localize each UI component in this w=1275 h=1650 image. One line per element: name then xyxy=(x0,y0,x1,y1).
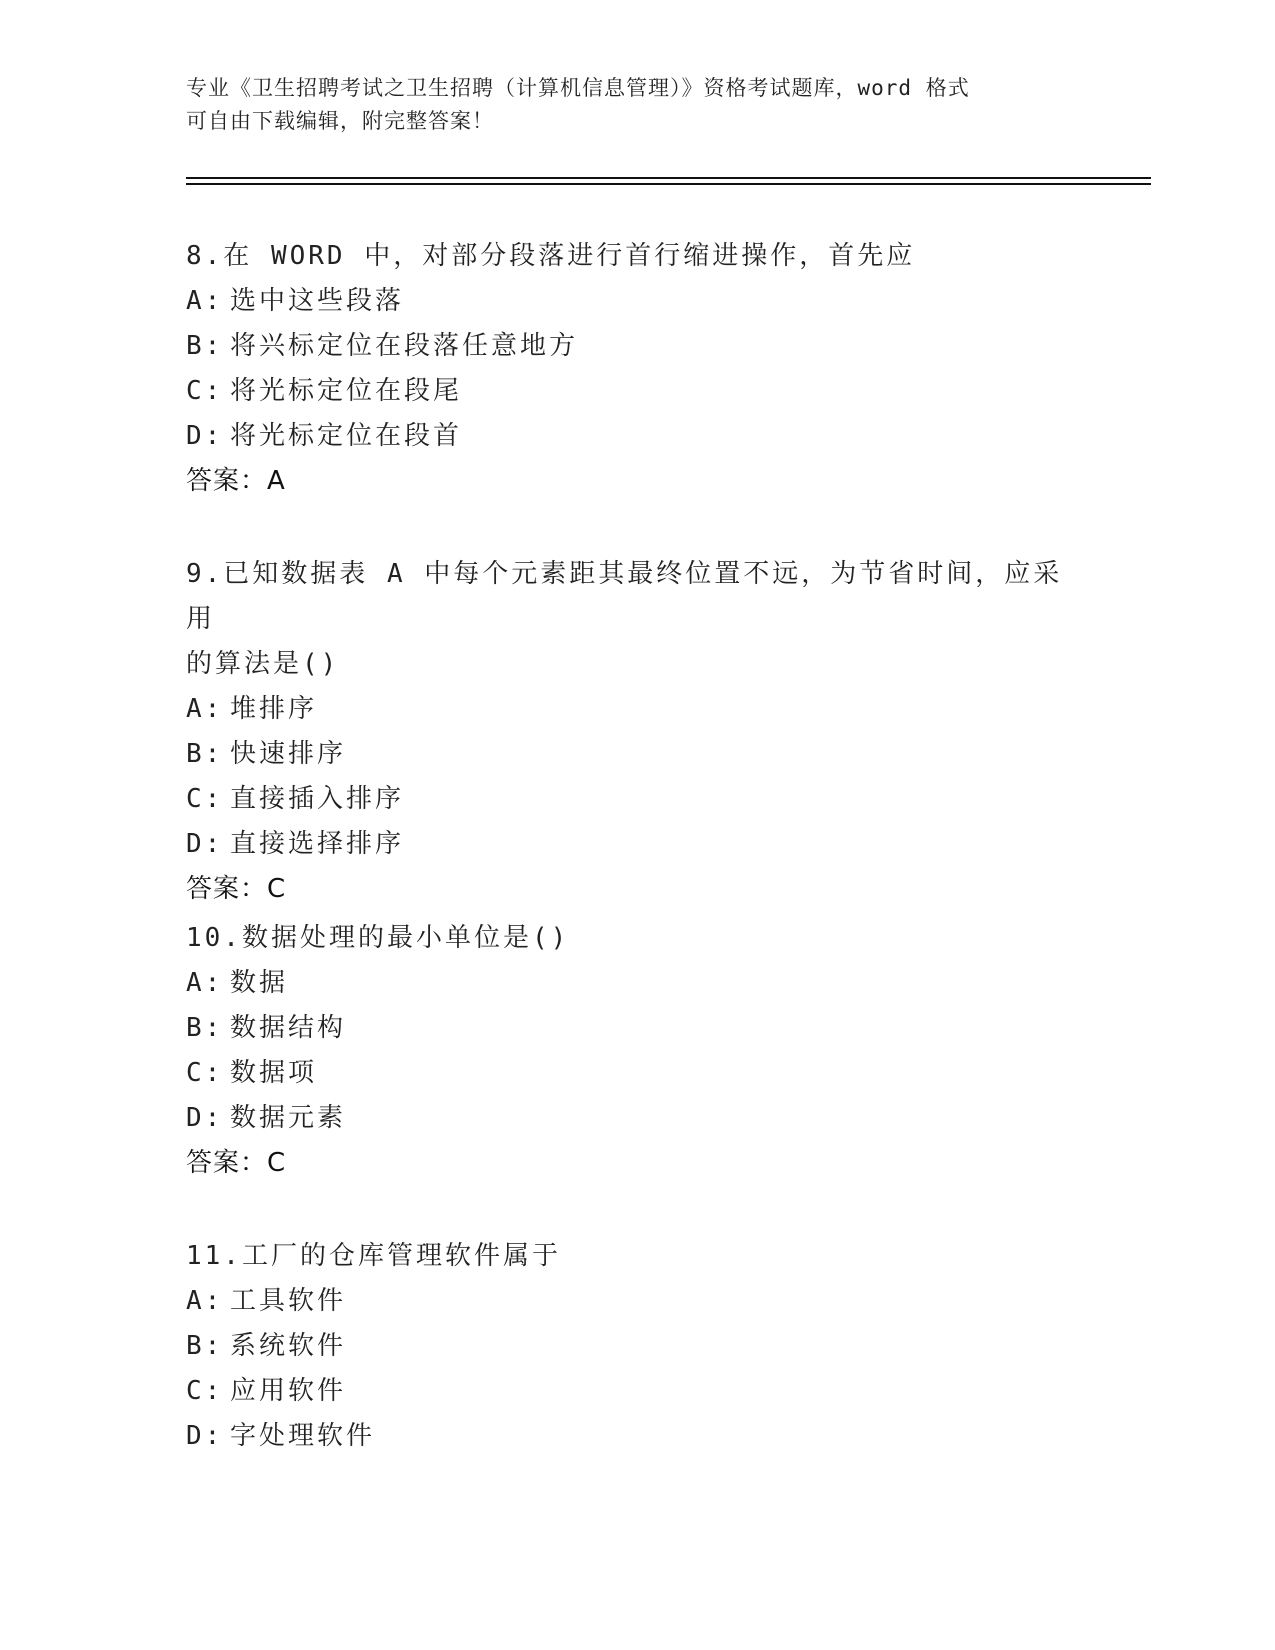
header-divider-top xyxy=(186,177,1151,179)
intro-line-1: 专业《卫生招聘考试之卫生招聘（计算机信息管理）》资格考试题库，word 格式 xyxy=(186,76,970,100)
question-10 xyxy=(186,916,1086,1186)
option-text: 将光标定位在段首 xyxy=(230,421,463,451)
option-d xyxy=(186,414,1086,459)
intro-line-2: 可自由下载编辑，附完整答案！ xyxy=(186,109,494,133)
option-letter: C: xyxy=(186,1376,224,1406)
question-text: 10.数据处理的最小单位是() xyxy=(186,923,570,953)
option-d xyxy=(186,822,1086,867)
option-text: 系统软件 xyxy=(230,1331,347,1361)
option-letter: A: xyxy=(186,1286,224,1316)
question-11 xyxy=(186,1234,1086,1459)
option-letter: B: xyxy=(186,739,224,769)
option-a xyxy=(186,687,1086,732)
option-letter: C: xyxy=(186,1058,224,1088)
option-letter: C: xyxy=(186,376,224,406)
option-a xyxy=(186,279,1086,324)
option-a xyxy=(186,1279,1086,1324)
header-divider-bottom xyxy=(186,183,1151,185)
option-d xyxy=(186,1096,1086,1141)
option-text: 直接选择排序 xyxy=(230,829,405,859)
option-letter: D: xyxy=(186,829,224,859)
option-letter: D: xyxy=(186,1421,224,1451)
answer-line: 答案：C xyxy=(186,1148,287,1178)
option-letter: C: xyxy=(186,784,224,814)
option-text: 将兴标定位在段落任意地方 xyxy=(230,331,579,361)
option-text: 快速排序 xyxy=(230,739,347,769)
option-letter: D: xyxy=(186,421,224,451)
option-text: 将光标定位在段尾 xyxy=(230,376,463,406)
question-text-continued: 的算法是() xyxy=(186,649,340,679)
option-a xyxy=(186,961,1086,1006)
option-c xyxy=(186,1369,1086,1414)
option-letter: A: xyxy=(186,968,224,998)
option-text: 字处理软件 xyxy=(230,1421,376,1451)
option-c xyxy=(186,369,1086,414)
question-9 xyxy=(186,552,1086,912)
option-text: 数据元素 xyxy=(230,1103,347,1133)
option-text: 堆排序 xyxy=(230,694,318,724)
option-letter: B: xyxy=(186,331,224,361)
option-text: 直接插入排序 xyxy=(230,784,405,814)
option-c xyxy=(186,1051,1086,1096)
question-8 xyxy=(186,234,1086,504)
document-intro xyxy=(186,72,1066,138)
option-letter: B: xyxy=(186,1331,224,1361)
option-letter: A: xyxy=(186,286,224,316)
option-b xyxy=(186,1006,1086,1051)
option-letter: D: xyxy=(186,1103,224,1133)
option-text: 数据结构 xyxy=(230,1013,347,1043)
option-text: 数据项 xyxy=(230,1058,318,1088)
option-text: 工具软件 xyxy=(230,1286,347,1316)
option-b xyxy=(186,732,1086,777)
question-text: 9.已知数据表 A 中每个元素距其最终位置不远，为节省时间，应采用 xyxy=(186,559,1063,634)
option-text: 选中这些段落 xyxy=(230,286,405,316)
option-d xyxy=(186,1414,1086,1459)
option-text: 数据 xyxy=(230,968,289,998)
option-b xyxy=(186,324,1086,369)
option-b xyxy=(186,1324,1086,1369)
question-text: 11.工厂的仓库管理软件属于 xyxy=(186,1241,561,1271)
option-letter: A: xyxy=(186,694,224,724)
option-c xyxy=(186,777,1086,822)
answer-line: 答案：C xyxy=(186,874,287,904)
question-text: 8.在 WORD 中，对部分段落进行首行缩进操作，首先应 xyxy=(186,241,916,271)
option-text: 应用软件 xyxy=(230,1376,347,1406)
answer-line: 答案：A xyxy=(186,466,286,496)
option-letter: B: xyxy=(186,1013,224,1043)
